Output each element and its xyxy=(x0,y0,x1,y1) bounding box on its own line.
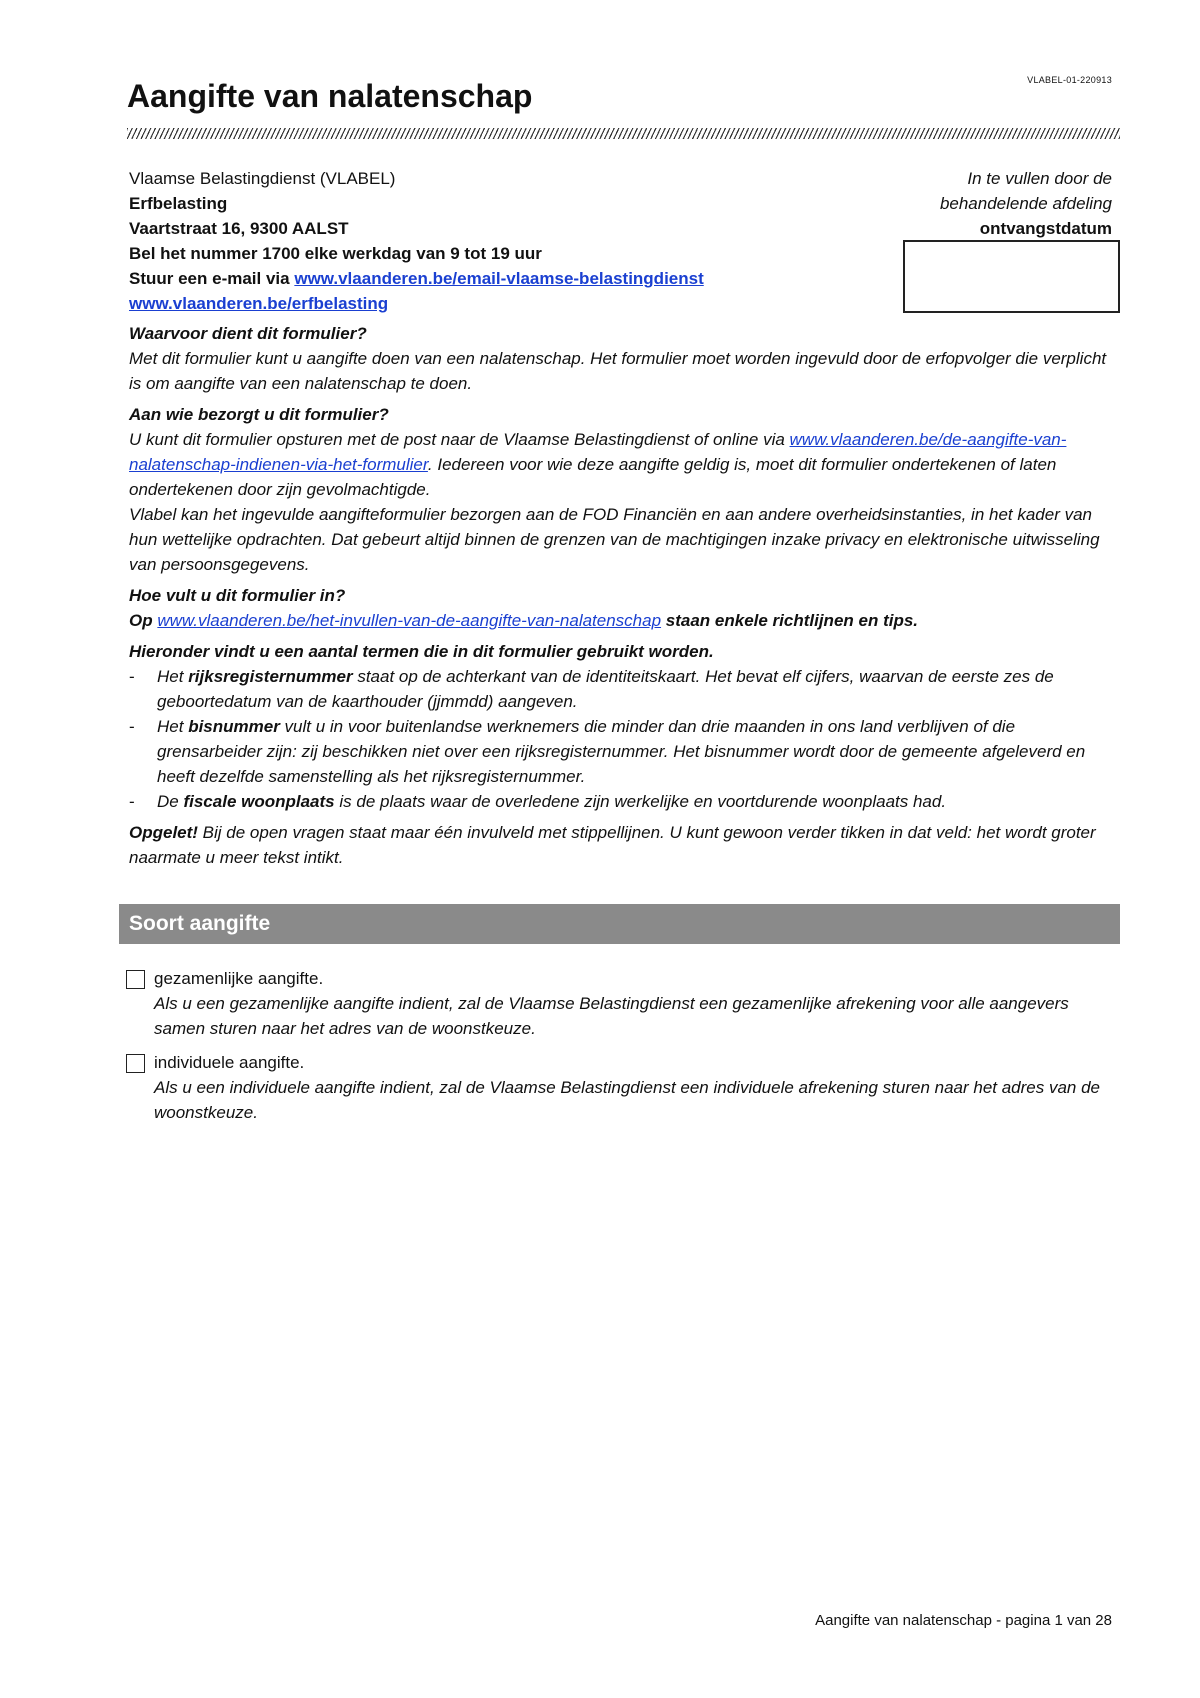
answer-purpose: Met dit formulier kunt u aangifte doen van een nalatenschap. Het formulier moet worden ingevuld door de erfopvolger die verplicht is om aangifte van een nalatenschap te doen. xyxy=(129,349,1107,393)
warning-text: Bij de open vragen staat maar één invulveld met stippellijnen. U kunt gewoon verder tikken in dat veld: het wordt groter naarmate u meer tekst intikt. xyxy=(129,823,1096,867)
individual-declaration-checkbox[interactable] xyxy=(126,1054,145,1073)
term-name: fiscale woonplaats xyxy=(183,792,335,811)
option-individual-declaration xyxy=(126,1050,1116,1125)
answer-privacy: Vlabel kan het ingevulde aangifteformulier bezorgen aan de FOD Financiën en aan andere overheidsinstanties, in het kader van hun wettelijke opdrachten. Dat gebeurt altijd binnen de grenzen van de machtigingen inzake privacy en elektronische uitwisseling van persoonsgegevens. xyxy=(129,505,1100,574)
organisation-phone: Bel het nummer 1700 elke werkdag van 9 tot 19 uur xyxy=(129,244,542,263)
terms-heading: Hieronder vindt u een aantal termen die in dit formulier gebruikt worden. xyxy=(129,642,714,661)
answer-submission xyxy=(129,427,1114,502)
office-use-line1: In te vullen door de xyxy=(967,169,1112,188)
question-how-to-fill: Hoe vult u dit formulier in? xyxy=(129,586,346,605)
intro-section xyxy=(129,321,1114,870)
term-item: - Het rijksregisternummer staat op de achterkant van de identiteitskaart. Het bevat elf cijfers, waarvan de eerste zes de geboortedatum van de kaarthouder (jjmmdd) aangeven. xyxy=(129,667,1054,711)
office-use-line2: behandelende afdeling xyxy=(939,194,1112,213)
term-name: rijksregisternummer xyxy=(188,667,353,686)
form-code: VLABEL-01-220913 xyxy=(1027,75,1112,85)
organisation-web-line xyxy=(129,291,704,316)
term-prefix: Het xyxy=(157,667,189,686)
term-text: is de plaats waar de overledene zijn werkelijke en voortdurende woonplaats had. xyxy=(334,792,947,811)
term-prefix: De xyxy=(157,792,184,811)
email-link[interactable]: www.vlaanderen.be/email-vlaamse-belastingdienst xyxy=(294,269,704,288)
warning-label: Opgelet! xyxy=(129,823,198,842)
organisation-department: Erfbelasting xyxy=(129,194,228,213)
organisation-email-line xyxy=(129,266,704,291)
page-title: Aangifte van nalatenschap xyxy=(127,78,533,114)
option-label: gezamenlijke aangifte. xyxy=(154,969,324,988)
question-purpose: Waarvoor dient dit formulier? xyxy=(129,324,367,343)
guidelines-link[interactable]: www.vlaanderen.be/het-invullen-van-de-aangifte-van-nalatenschap xyxy=(157,611,662,630)
term-text: vult u in voor buitenlandse werknemers die minder dan drie maanden in ons land verblijven of die grensarbeider zijn: zij beschikken niet over een rijksregisternummer. Het bisnummer wordt door de gemeente afgeleverd en heeft dezelfde samenstelling als het rijksregisternummer. xyxy=(157,717,1086,786)
option-label: individuele aangifte. xyxy=(154,1053,305,1072)
term-name: bisnummer xyxy=(188,717,280,736)
term-item: - De fiscale woonplaats is de plaats waar de overledene zijn werkelijke en voortdurende woonplaats had. xyxy=(129,792,947,811)
option-joint-declaration xyxy=(126,966,1116,1041)
section-header-soort-aangifte: Soort aangifte xyxy=(119,904,1120,944)
slash-divider xyxy=(127,128,1120,139)
option-description: Als u een individuele aangifte indient, zal de Vlaamse Belastingdienst een individuele afrekening sturen naar het adres van de woonstkeuze. xyxy=(154,1078,1101,1122)
warning-note xyxy=(129,820,1114,870)
web-link[interactable]: www.vlaanderen.be/erfbelasting xyxy=(129,294,389,313)
office-use-block xyxy=(940,166,1112,241)
term-item: - Het bisnummer vult u in voor buitenlandse werknemers die minder dan drie maanden in ons land verblijven of die grensarbeider zijn: zij beschikken niet over een rijksregisternummer. Het bisnummer wordt door de gemeente afgeleverd en heeft dezelfde samenstelling als het rijksregisternummer. xyxy=(129,717,1086,786)
email-prefix: Stuur een e-mail via xyxy=(129,269,295,288)
joint-declaration-checkbox[interactable] xyxy=(126,970,145,989)
receipt-date-box[interactable] xyxy=(903,240,1120,313)
terms-list xyxy=(129,664,1114,814)
page-footer: Aangifte van nalatenschap - pagina 1 van 28 xyxy=(815,1612,1112,1629)
receipt-date-label: ontvangstdatum xyxy=(979,219,1112,238)
organisation-address: Vaartstraat 16, 9300 AALST xyxy=(129,219,349,238)
answer-how-prefix: Op xyxy=(129,611,158,630)
term-prefix: Het xyxy=(157,717,189,736)
term-text: staat op de achterkant van de identiteitskaart. Het bevat elf cijfers, waarvan de eerste zes de geboortedatum van de kaarthouder (jjmmdd) aangeven. xyxy=(157,667,1054,711)
organisation-name: Vlaamse Belastingdienst (VLABEL) xyxy=(129,169,396,188)
question-submission: Aan wie bezorgt u dit formulier? xyxy=(129,405,389,424)
option-description: Als u een gezamenlijke aangifte indient, zal de Vlaamse Belastingdienst een gezamenlijke afrekening voor alle aangevers samen sturen naar het adres van de woonstkeuze. xyxy=(154,994,1069,1038)
organisation-block xyxy=(129,166,704,316)
submission-link[interactable]: www.vlaanderen.be/de-aangifte-van-nalatenschap-indienen-via-het-formulier xyxy=(129,430,1067,474)
answer-submission-text-2: . Iedereen voor wie deze aangifte geldig is, moet dit formulier ondertekenen of laten ondertekenen door zijn gevolmachtigde. xyxy=(129,455,1057,499)
answer-how-to-fill xyxy=(129,608,1114,633)
answer-how-suffix: staan enkele richtlijnen en tips. xyxy=(661,611,919,630)
answer-submission-text: U kunt dit formulier opsturen met de post naar de Vlaamse Belastingdienst of online via xyxy=(129,430,790,449)
